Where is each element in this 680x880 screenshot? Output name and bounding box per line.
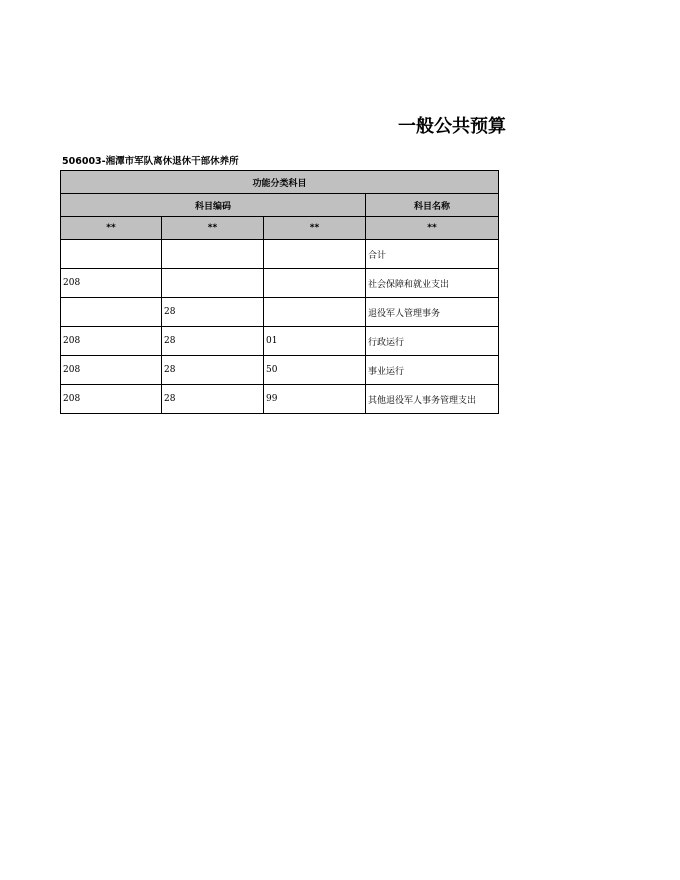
- code-class-cell: 208: [61, 356, 162, 385]
- table-row: [61, 269, 499, 298]
- page-title: 一般公共预算: [398, 116, 506, 137]
- subheader-item: **: [264, 217, 366, 240]
- table-row: [61, 298, 499, 327]
- code-class-cell: 208: [61, 327, 162, 356]
- organization-name: 506003-湘潭市军队离休退休干部休养所: [62, 156, 239, 167]
- code-class-cell: 208: [61, 385, 162, 414]
- subheader-section: **: [162, 217, 264, 240]
- subheader-class: **: [61, 217, 162, 240]
- code-item-cell: 01: [264, 327, 366, 356]
- code-section-cell: 28: [162, 327, 264, 356]
- subject-name-cell: 行政运行: [366, 327, 499, 356]
- code-section-cell: 28: [162, 356, 264, 385]
- table-row: [61, 327, 499, 356]
- table-row: [61, 385, 499, 414]
- subject-name-cell: 合计: [366, 240, 499, 269]
- header-subject-name: 科目名称: [366, 194, 499, 217]
- code-item-cell: 99: [264, 385, 366, 414]
- code-section-cell: 28: [162, 385, 264, 414]
- code-item-cell: 50: [264, 356, 366, 385]
- code-item-cell: [264, 298, 366, 327]
- code-class-cell: [61, 298, 162, 327]
- header-subject-code: 科目编码: [61, 194, 366, 217]
- code-item-cell: [264, 240, 366, 269]
- subheader-name: **: [366, 217, 499, 240]
- code-section-cell: 28: [162, 298, 264, 327]
- code-class-cell: [61, 240, 162, 269]
- subject-name-cell: 退役军人管理事务: [366, 298, 499, 327]
- subject-name-cell: 事业运行: [366, 356, 499, 385]
- code-item-cell: [264, 269, 366, 298]
- code-class-cell: 208: [61, 269, 162, 298]
- code-section-cell: [162, 240, 264, 269]
- subject-name-cell: 社会保障和就业支出: [366, 269, 499, 298]
- table-row: [61, 356, 499, 385]
- subject-name-cell: 其他退役军人事务管理支出: [366, 385, 499, 414]
- code-section-cell: [162, 269, 264, 298]
- budget-table: [60, 170, 499, 414]
- header-function-category: 功能分类科目: [61, 171, 499, 194]
- table-row: [61, 240, 499, 269]
